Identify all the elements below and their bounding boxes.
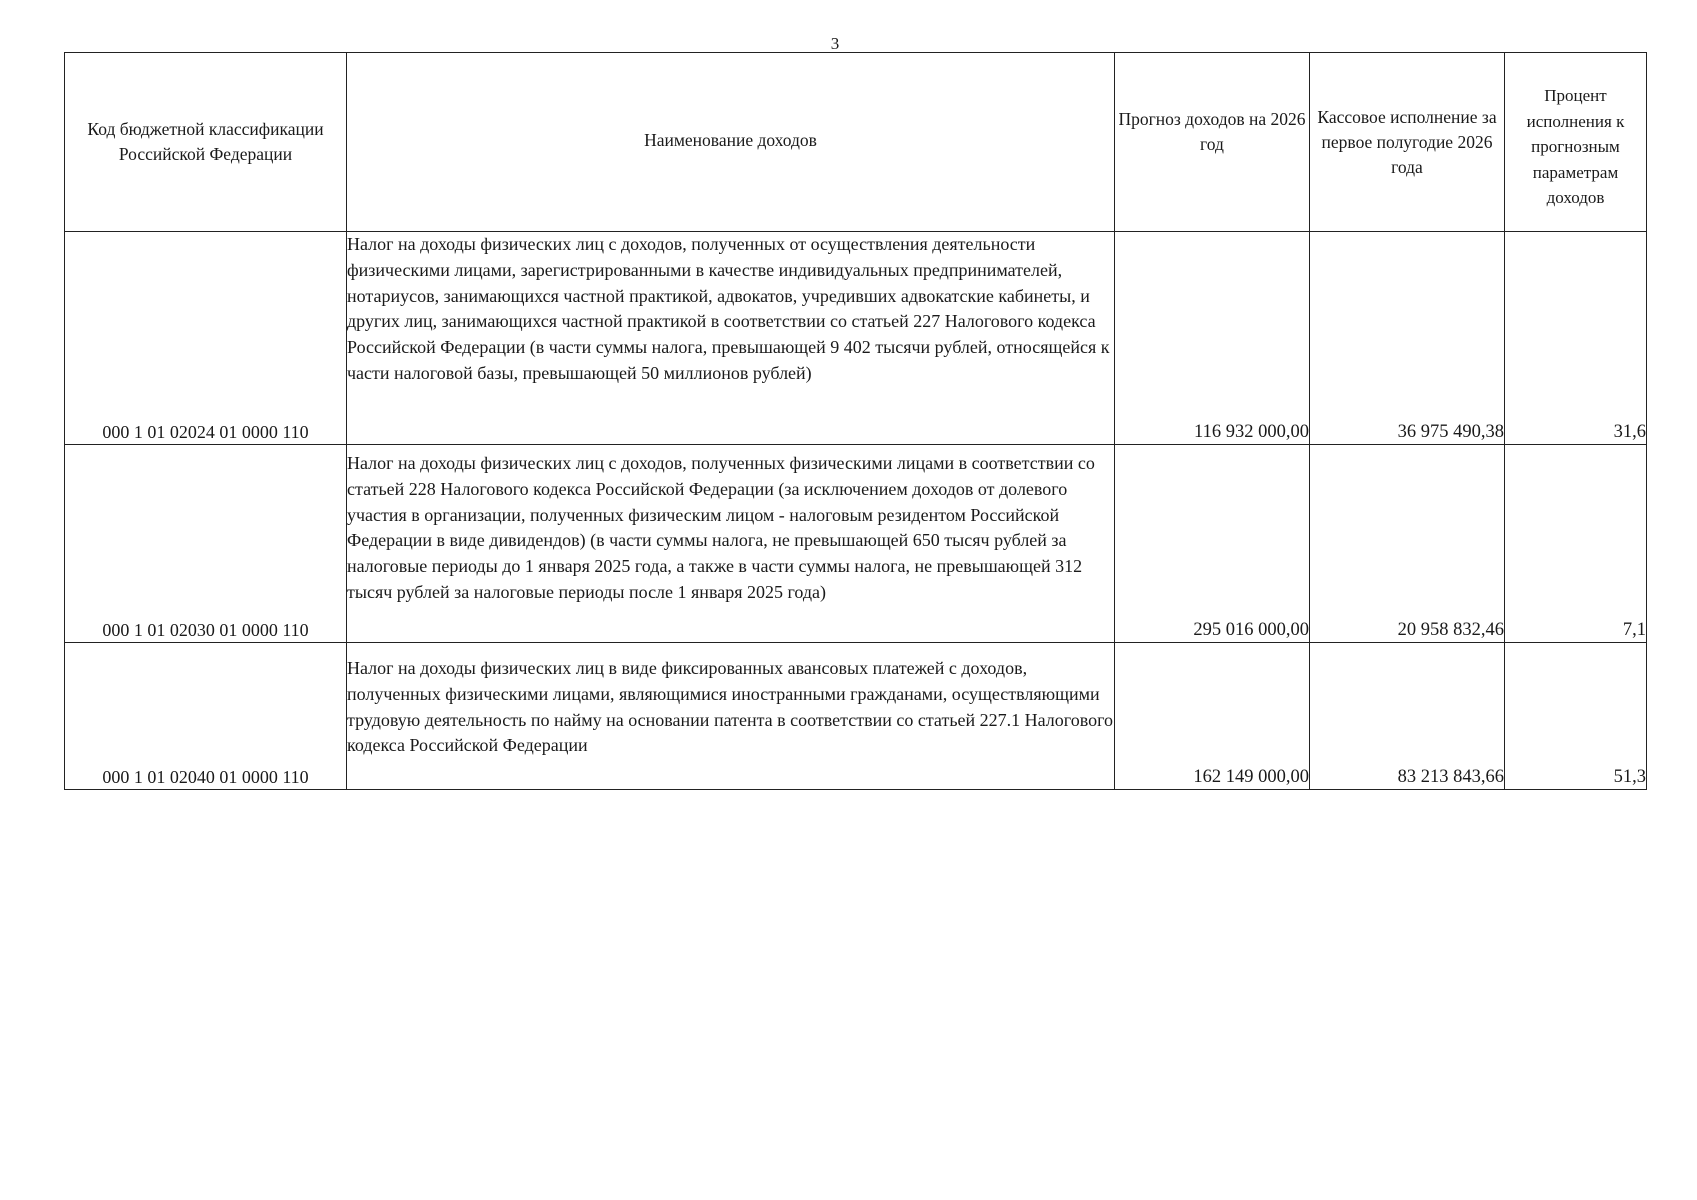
forecast-cell: 162 149 000,00 bbox=[1115, 643, 1310, 790]
page-number: 3 bbox=[830, 34, 840, 53]
forecast-cell: 295 016 000,00 bbox=[1115, 445, 1310, 643]
percent-cell: 31,6 bbox=[1505, 232, 1647, 445]
execution-cell: 36 975 490,38 bbox=[1310, 232, 1505, 445]
header-forecast-2026: Прогноз доходов на 2026 год bbox=[1115, 53, 1310, 232]
header-execution-percent: Процент исполнения к прогнозным параметрам доходов bbox=[1505, 53, 1647, 232]
income-table bbox=[64, 52, 1647, 790]
income-name-cell: Налог на доходы физических лиц с доходов, полученных физическими лицами в соответствии со статьей 228 Налогового кодекса Российской Федерации (за исключением доходов от долевого участия в организации, полученных физическим лицом - налоговым резидентом Российской Федерации в виде дивидендов) (в части суммы налога, не превышающей 650 тысяч рублей за налоговые периоды до 1 января 2025 года, а также в части суммы налога, не превышающей 312 тысяч рублей за налоговые периоды после 1 января 2025 года) bbox=[347, 445, 1115, 643]
table-header-row bbox=[65, 53, 1647, 232]
income-name-cell: Налог на доходы физических лиц в виде фиксированных авансовых платежей с доходов, полученных физическими лицами, являющимися иностранными гражданами, осуществляющими трудовую деятельность по найму на основании патента в соответствии со статьей 227.1 Налогового кодекса Российской Федерации bbox=[347, 643, 1115, 790]
budget-code-cell: 000 1 01 02024 01 0000 110 bbox=[65, 232, 347, 445]
execution-cell: 83 213 843,66 bbox=[1310, 643, 1505, 790]
percent-cell: 7,1 bbox=[1505, 445, 1647, 643]
forecast-cell: 116 932 000,00 bbox=[1115, 232, 1310, 445]
table-row bbox=[65, 643, 1647, 790]
table-row bbox=[65, 445, 1647, 643]
table-row bbox=[65, 232, 1647, 445]
budget-code-cell: 000 1 01 02040 01 0000 110 bbox=[65, 643, 347, 790]
income-name-cell: Налог на доходы физических лиц с доходов, полученных от осуществления деятельности физическими лицами, зарегистрированными в качестве индивидуальных предпринимателей, нотариусов, занимающихся частной практикой, адвокатов, учредивших адвокатские кабинеты, и других лиц, занимающихся частной практикой в соответствии со статьей 227 Налогового кодекса Российской Федерации (в части суммы налога, превышающей 9 402 тысячи рублей, относящейся к части налоговой базы, превышающей 50 миллионов рублей) bbox=[347, 232, 1115, 445]
percent-cell: 51,3 bbox=[1505, 643, 1647, 790]
budget-code-cell: 000 1 01 02030 01 0000 110 bbox=[65, 445, 347, 643]
header-income-name: Наименование доходов bbox=[347, 53, 1115, 232]
execution-cell: 20 958 832,46 bbox=[1310, 445, 1505, 643]
header-cash-execution: Кассовое исполнение за первое полугодие 2026 года bbox=[1310, 53, 1505, 232]
header-budget-code: Код бюджетной классификации Российской Федерации bbox=[65, 53, 347, 232]
